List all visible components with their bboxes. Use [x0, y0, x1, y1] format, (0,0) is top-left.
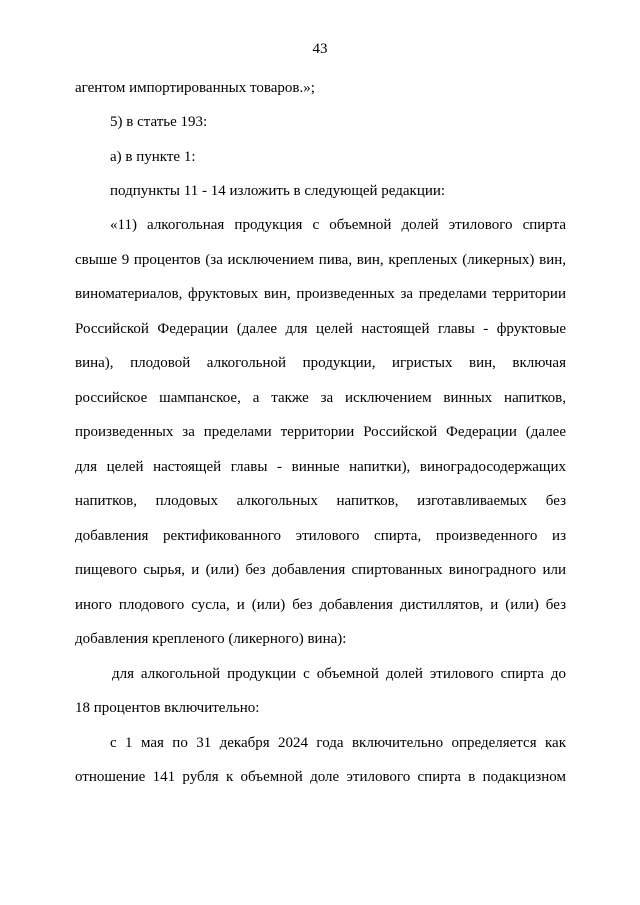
- paragraph-first-line: «11) алкогольная продукция с объемной долей этилового спирта: [110, 217, 566, 233]
- text-line: добавления ректификованного этилового спирта, произведенного из: [75, 528, 566, 544]
- text-line: свыше 9 процентов (за исключением пива, вин, крепленых (ликерных) вин,: [75, 252, 566, 268]
- text-line: вина), плодовой алкогольной продукции, игристых вин, включая: [75, 355, 566, 371]
- text-line: российское шампанское, а также за исключением винных напитков,: [75, 390, 566, 406]
- text-line: для целей настоящей главы - винные напитки), виноградосодержащих: [75, 459, 566, 475]
- paragraph-first-line: с 1 мая по 31 декабря 2024 года включительно определяется как: [110, 735, 566, 751]
- text-line: напитков, плодовых алкогольных напитков, изготавливаемых без: [75, 493, 566, 509]
- text-line: а) в пункте 1:: [110, 149, 196, 165]
- text-line: агентом импортированных товаров.»;: [75, 80, 315, 96]
- text-line: произведенных за пределами территории Российской Федерации (далее: [75, 424, 566, 440]
- text-line: подпункты 11 - 14 изложить в следующей редакции:: [110, 183, 446, 199]
- text-line: добавления крепленого (ликерного) вина):: [75, 631, 347, 647]
- text-line: виноматериалов, фруктовых вин, произведенных за пределами территории: [75, 286, 566, 302]
- text-line: иного плодового сусла, и (или) без добавления дистиллятов, и (или) без: [75, 597, 566, 613]
- page-number: 43: [312, 41, 328, 57]
- text-line: 5) в статье 193:: [110, 114, 208, 130]
- text-line: Российской Федерации (далее для целей настоящей главы - фруктовые: [75, 321, 566, 337]
- text-line: 18 процентов включительно:: [75, 700, 260, 716]
- text-line: пищевого сырья, и (или) без добавления спиртованных виноградного или: [75, 562, 566, 578]
- text-line: отношение 141 рубля к объемной доле этилового спирта в подакцизном: [75, 769, 566, 785]
- paragraph-first-line: для алкогольной продукции с объемной долей этилового спирта до: [112, 666, 566, 682]
